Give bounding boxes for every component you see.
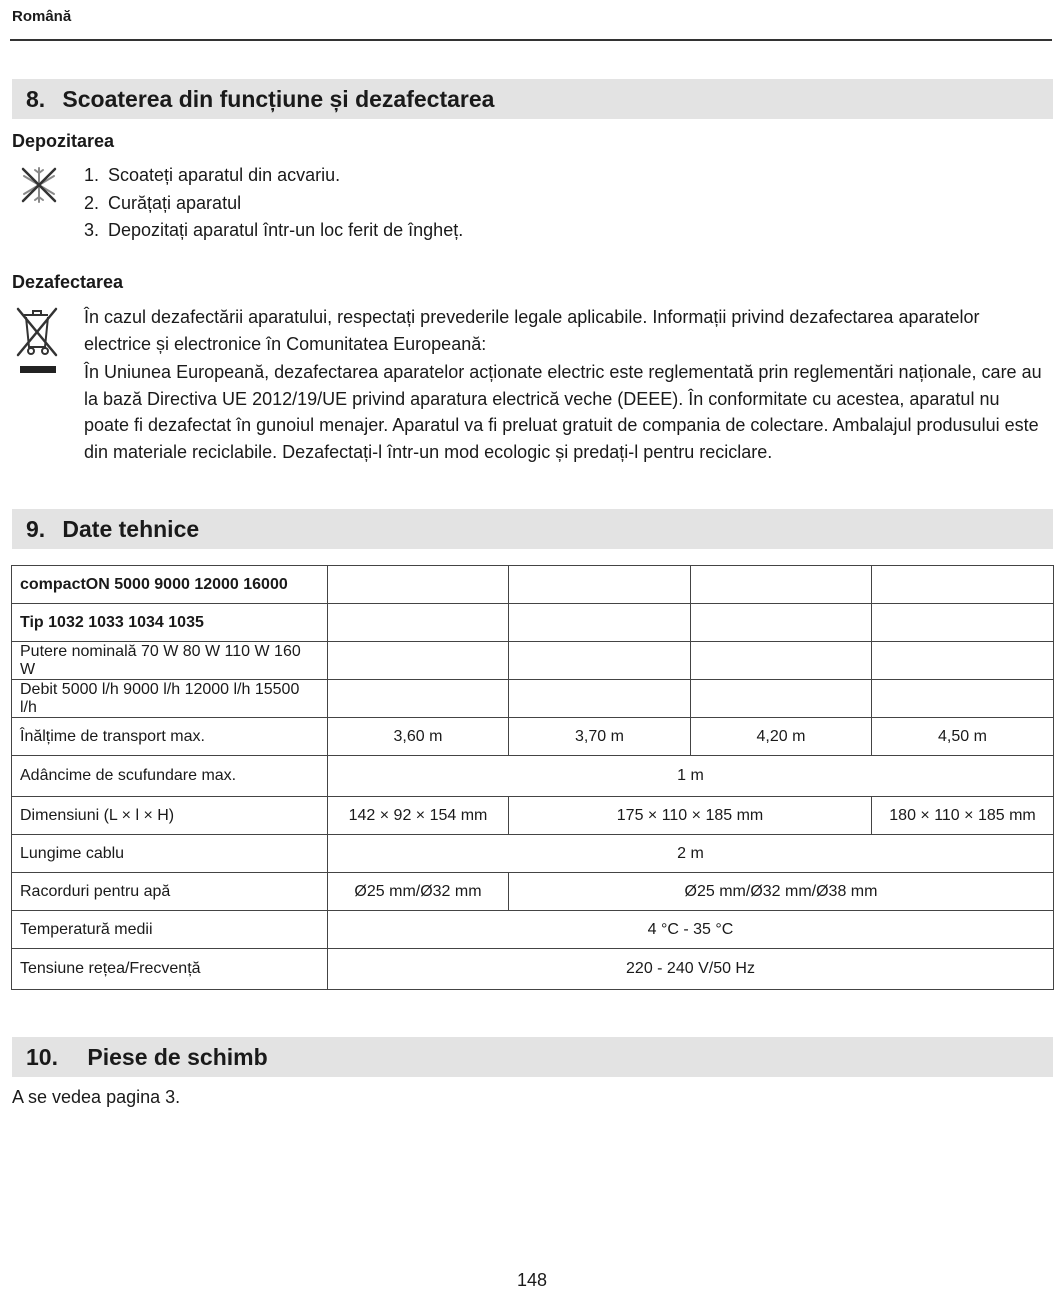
technical-data-table: [11, 565, 1054, 990]
disposal-paragraph-1: În cazul dezafectării aparatului, respectați prevederile legale aplicabile. Informații privind dezafectarea aparatelor electrice și electronice în Comunitatea Europeană:: [84, 307, 980, 354]
row-label: Debit 5000 l/h 9000 l/h 12000 l/h 15500 l/h: [12, 680, 328, 718]
table-row: [12, 873, 1054, 911]
table-cell: 4,20 m: [691, 718, 872, 756]
table-cell: 3,60 m: [328, 718, 509, 756]
row-label: Tensiune rețea/Frecvență: [12, 949, 328, 990]
header-divider: [10, 39, 1052, 41]
disposal-heading: Dezafectarea: [12, 272, 124, 292]
table-cell: Ø25 mm/Ø32 mm: [328, 873, 509, 911]
table-row: [12, 835, 1054, 873]
storage-steps: [84, 162, 463, 245]
crossed-bin-weee-icon: [14, 305, 60, 377]
row-label: Tip 1032 1033 1034 1035: [12, 604, 328, 642]
table-cell: 142 × 92 × 154 mm: [328, 797, 509, 835]
disposal-paragraph-2: În Uniunea Europeană, dezafectarea aparatelor acționate electric este reglementată prin reglementări naționale, care au la bază Directiva UE 2012/19/UE privind aparatura electrică veche (DEEE). În conformitate cu acestea, aparatul nu poate fi dezafectat în gunoiul menajer. Aparatul va fi preluat gratuit de compania de colectare. Ambalajul produsului este din materiale reciclabile. Dezafectați-l într-un mod ecologic și predați-l pentru reciclare.: [84, 362, 1042, 462]
table-cell: 4 °C - 35 °C: [328, 911, 1054, 949]
table-cell: 1 m: [328, 756, 1054, 797]
snowflake-crossed-icon: [19, 165, 59, 205]
row-label: Temperatură medii: [12, 911, 328, 949]
section-8-heading: [12, 79, 1053, 119]
table-cell: Ø25 mm/Ø32 mm/Ø38 mm: [509, 873, 1054, 911]
row-label: compactON 5000 9000 12000 16000: [12, 566, 328, 604]
table-cell: 4,50 m: [872, 718, 1054, 756]
section-number: 9.: [26, 516, 46, 542]
table-row: [12, 604, 1054, 642]
list-item: 2. Curățați aparatul: [84, 192, 242, 213]
table-row: [12, 642, 1054, 680]
row-label: Lungime cablu: [12, 835, 328, 873]
table-row: [12, 756, 1054, 797]
table-row: [12, 911, 1054, 949]
list-item: 1. Scoateți aparatul din acvariu.: [84, 165, 341, 185]
table-cell: 220 - 240 V/50 Hz: [328, 949, 1054, 990]
table-cell: 2 m: [328, 835, 1054, 873]
section-9-heading: [12, 509, 1053, 549]
section-title: Scoaterea din funcțiune și dezafectarea: [62, 86, 495, 112]
row-label: Putere nominală 70 W 80 W 110 W 160 W: [12, 642, 328, 680]
table-cell: 180 × 110 × 185 mm: [872, 797, 1054, 835]
table-row: [12, 566, 1054, 604]
section-10-heading: [12, 1037, 1053, 1077]
row-label: Înălțime de transport max.: [12, 718, 328, 756]
row-label: Racorduri pentru apă: [12, 873, 328, 911]
table-row: [12, 680, 1054, 718]
section-number: 10.: [26, 1044, 58, 1070]
row-label: Dimensiuni (L × l × H): [12, 797, 328, 835]
list-item: 3. Depozitați aparatul într-un loc ferit de îngheț.: [84, 220, 464, 240]
table-cell: 175 × 110 × 185 mm: [509, 797, 872, 835]
table-row: [12, 949, 1054, 990]
table-cell: 3,70 m: [509, 718, 691, 756]
table-row: [12, 718, 1054, 756]
section-title: Piese de schimb: [87, 1044, 268, 1070]
section-number: 8.: [26, 86, 46, 112]
table-row: [12, 797, 1054, 835]
section-title: Date tehnice: [62, 516, 200, 542]
page-number: 148: [516, 1270, 548, 1290]
storage-heading: Depozitarea: [12, 131, 115, 151]
row-label: Adâncime de scufundare max.: [12, 756, 328, 797]
spare-parts-reference: A se vedea pagina 3.: [12, 1087, 181, 1107]
language-label: Română: [12, 8, 72, 25]
